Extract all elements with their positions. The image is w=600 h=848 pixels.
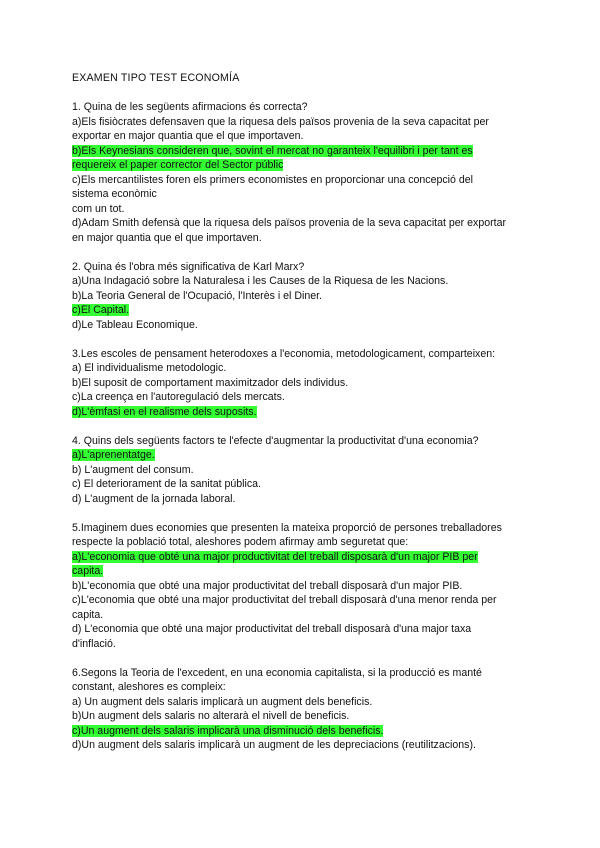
question-text: 3.Les escoles de pensament heterodoxes a l'economia, metodologicament, comparteixen: xyxy=(72,347,496,360)
question-text: 5.Imaginem dues economies que presenten la mateixa proporció de persones treballadores xyxy=(72,521,502,534)
answer-option-text: a) Un augment dels salaris implicarà un augment dels beneficis. xyxy=(72,695,373,708)
answer-option-text: c) El deteriorament de la sanitat pública. xyxy=(72,478,262,490)
question-3 xyxy=(72,347,532,420)
answer-option-text: c)Un augment dels salaris implicarà una disminució dels beneficis. xyxy=(72,724,384,737)
answer-option-text: c)El Capital. xyxy=(72,304,130,316)
answer-option xyxy=(72,477,532,492)
answer-option-text: b)Els Keynesians consideren que, sovint el mercat no garanteix l'equilibri i per tant es xyxy=(72,144,473,157)
question-6 xyxy=(72,666,532,753)
answer-option-text: d)Le Tableau Economique. xyxy=(72,318,198,331)
answer-option-correct xyxy=(72,550,532,579)
answer-option-correct xyxy=(72,448,532,463)
answer-option-text: b)L'economia que obté una major productivitat del treball disposarà d'un major PIB. xyxy=(72,579,463,592)
answer-option xyxy=(72,361,532,376)
answer-option xyxy=(72,695,532,710)
answer-option xyxy=(72,376,532,391)
answer-option-text: requereix el paper corrector del Sector públic xyxy=(72,159,284,171)
answer-option-text: b)Un augment dels salaris no alterarà el nivell de beneficis. xyxy=(72,710,350,722)
answer-option-text: d) L'economia que obté una major productivitat del treball disposarà d'una major taxa xyxy=(72,623,472,635)
answer-option xyxy=(72,463,532,478)
question-text: respecte la població total, aleshores podem afirmay amb seguretat que: xyxy=(72,536,409,548)
answer-option-correct xyxy=(72,303,532,318)
answer-option-text: d)Un augment dels salaris implicarà un augment de les depreciacions (reutilitzacions). xyxy=(72,739,476,751)
answer-option-text: a)L'aprenentatge. xyxy=(72,449,155,461)
answer-option-text: a)Una Indagació sobre la Naturalesa i les Causes de la Riquesa de les Nacions. xyxy=(72,275,449,287)
answer-option-text: a)L'economia que obté una major productivitat del treball disposarà d'un major PIB per xyxy=(72,550,478,563)
answer-option-text: a) El individualisme metodologic. xyxy=(72,362,227,374)
answer-option xyxy=(72,274,532,289)
answer-option xyxy=(72,492,532,507)
answer-option-text: sistema econòmic xyxy=(72,188,157,200)
answer-option-correct xyxy=(72,144,532,173)
answer-option xyxy=(72,579,532,594)
question-text: 4. Quins dels següents factors te l'efecte d'augmentar la productivitat d'una economia? xyxy=(72,434,479,447)
answer-option-text: d'inflació. xyxy=(72,637,116,650)
answer-option-correct xyxy=(72,724,532,739)
question-4 xyxy=(72,434,532,507)
question-text: constant, aleshores es compleix: xyxy=(72,681,226,693)
answer-option-text: capita. xyxy=(72,565,104,577)
answer-option xyxy=(72,709,532,724)
answer-option xyxy=(72,622,532,651)
answer-option-text: capita. xyxy=(72,608,104,621)
answer-option xyxy=(72,390,532,405)
question-list xyxy=(72,100,532,753)
answer-option-text: a)Els fisiòcrates defensaven que la riquesa dels països provenia de la seva capacitat per xyxy=(72,115,489,128)
question-5 xyxy=(72,521,532,652)
answer-option-text: d)L'èmfasi en el realisme dels suposits. xyxy=(72,405,257,418)
answer-option xyxy=(72,738,532,753)
question-text: 6.Segons la Teoria de l'excedent, en una economia capitalista, si la producció es manté xyxy=(72,666,482,679)
document-title: EXAMEN TIPO TEST ECONOMÍA xyxy=(72,72,240,84)
answer-option xyxy=(72,173,532,217)
answer-option xyxy=(72,318,532,333)
answer-option xyxy=(72,593,532,622)
answer-option-text: b)El suposit de comportament maximitzador dels individus. xyxy=(72,376,349,389)
question-text: 1. Quina de les següents afirmacions és correcta? xyxy=(72,101,308,113)
answer-option xyxy=(72,289,532,304)
answer-option-text: c)Els mercantilistes foren els primers economistes en proporcionar una concepció del xyxy=(72,173,473,186)
answer-option xyxy=(72,216,532,245)
answer-option-correct xyxy=(72,405,532,420)
answer-option-text: com un tot. xyxy=(72,202,125,215)
answer-option-text: d) L'augment de la jornada laboral. xyxy=(72,492,236,505)
question-2 xyxy=(72,260,532,333)
answer-option-text: c)La creença en l'autoregulació dels mercats. xyxy=(72,391,285,403)
exam-document xyxy=(72,71,532,767)
answer-option-text: c)L'economia que obté una major productivitat del treball disposarà d'una menor renda per xyxy=(72,594,497,606)
answer-option xyxy=(72,115,532,144)
question-text: 2. Quina és l'obra més significativa de Karl Marx? xyxy=(72,260,305,273)
answer-option-text: exportar en major quantia que el que importaven. xyxy=(72,130,304,142)
answer-option-text: b) L'augment del consum. xyxy=(72,463,194,476)
answer-option-text: b)La Teoria General de l'Ocupació, l'Interès i el Diner. xyxy=(72,289,322,302)
answer-option-text: en major quantia que el que importaven. xyxy=(72,231,262,244)
answer-option-text: d)Adam Smith defensà que la riquesa dels països provenia de la seva capacitat per exportar xyxy=(72,217,507,229)
question-1 xyxy=(72,100,532,245)
